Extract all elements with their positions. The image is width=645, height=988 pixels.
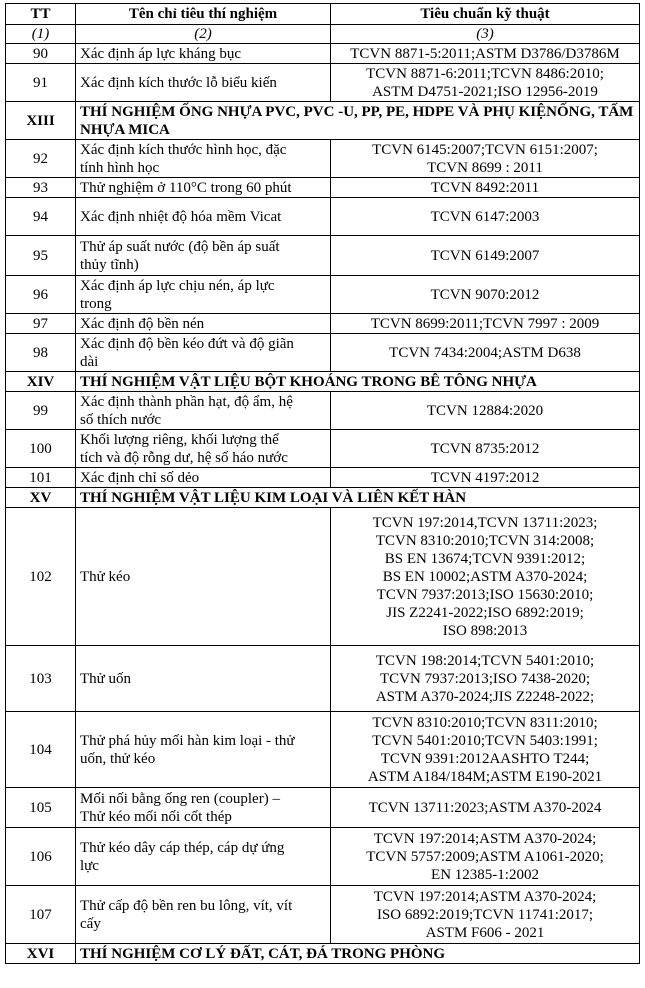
standard-spec-line: BS EN 13674;TCVN 9391:2012;	[384, 550, 586, 567]
test-name-line: Khối lượng riêng, khối lượng thể	[80, 431, 279, 448]
standard-spec	[331, 646, 640, 712]
standard-spec-line: BS EN 10002;ASTM A370-2024;	[382, 568, 588, 585]
row-number: 103	[6, 646, 76, 712]
test-name-line: Thử áp suất nước (độ bền áp suất	[80, 238, 280, 255]
test-name-line: Xác định áp lực kháng bục	[80, 45, 241, 62]
standard-spec-line: TCVN 4197:2012	[430, 469, 540, 486]
test-name	[76, 828, 331, 886]
standard-spec-line: TCVN 8871-6:2011;TCVN 8486:2010;	[366, 65, 604, 82]
row-number: 101	[6, 468, 76, 488]
standard-spec-line: TCVN 197:2014,TCVN 13711:2023;	[372, 514, 598, 531]
standard-spec	[331, 236, 640, 276]
test-name-line: uốn, thử kéo	[80, 750, 156, 767]
test-name	[76, 788, 331, 828]
test-name	[76, 314, 331, 334]
test-name	[76, 334, 331, 372]
test-name-line: Xác định độ bền nén	[80, 315, 205, 332]
standard-spec-line: TCVN 6145:2007;TCVN 6151:2007;	[372, 141, 598, 158]
standard-spec-line: TCVN 5401:2010;TCVN 5403:1991;	[372, 732, 598, 749]
standard-spec-line: TCVN 197:2014;ASTM A370-2024;	[373, 830, 597, 847]
col-number-2: (2)	[76, 25, 331, 44]
test-name-line: Thử uốn	[80, 670, 132, 687]
table-row	[6, 788, 640, 828]
test-name-line: cấy	[80, 915, 101, 932]
test-name	[76, 236, 331, 276]
table-row	[6, 886, 640, 944]
table-row	[6, 508, 640, 646]
row-number: 94	[6, 198, 76, 236]
section-number: XVI	[6, 944, 76, 964]
test-name	[76, 276, 331, 314]
test-name-line: tích và độ rỗng dư, hệ số háo nước	[80, 449, 288, 466]
table-row	[6, 314, 640, 334]
table-row	[6, 140, 640, 178]
row-number: 96	[6, 276, 76, 314]
table-row	[6, 430, 640, 468]
test-name	[76, 140, 331, 178]
section-title	[76, 102, 640, 140]
table-row	[6, 392, 640, 430]
standard-spec-line: TCVN 8871-5:2011;ASTM D3786/D3786M	[350, 45, 620, 62]
standard-spec-line: TCVN 9070:2012	[430, 286, 540, 303]
row-number: 107	[6, 886, 76, 944]
row-number: 91	[6, 64, 76, 102]
section-row	[6, 488, 640, 508]
standard-spec-line: TCVN 8310:2010;TCVN 314:2008;	[375, 532, 595, 549]
standard-spec-line: ASTM D4751-2021;ISO 12956-2019	[372, 83, 598, 100]
standard-spec-line: TCVN 197:2014;ASTM A370-2024;	[373, 888, 597, 905]
section-title-line: ỐNG, TẤM NHỰA MICA	[80, 103, 634, 138]
standard-spec	[331, 314, 640, 334]
header-tt: TT	[6, 4, 76, 25]
section-title	[76, 372, 640, 392]
test-name	[76, 712, 331, 788]
standard-spec-line: TCVN 8492:2011	[430, 179, 540, 196]
table-row	[6, 646, 640, 712]
row-number: 102	[6, 508, 76, 646]
standard-spec	[331, 334, 640, 372]
standard-spec	[331, 44, 640, 64]
section-title	[76, 488, 640, 508]
col-number-3: (3)	[331, 25, 640, 44]
standard-spec-line: ISO 6892:2019;TCVN 11741:2017;	[376, 906, 594, 923]
test-name-line: trong	[80, 295, 112, 312]
row-number: 95	[6, 236, 76, 276]
standard-spec-line: EN 12385-1:2002	[431, 866, 539, 883]
row-number: 90	[6, 44, 76, 64]
test-name-line: số thích nước	[80, 411, 162, 428]
row-number: 97	[6, 314, 76, 334]
standard-spec	[331, 64, 640, 102]
table-row	[6, 64, 640, 102]
standard-spec	[331, 276, 640, 314]
standard-spec-line: JIS Z2241-2022;ISO 6892:2019;	[386, 604, 584, 621]
standard-spec	[331, 886, 640, 944]
section-title-line: THÍ NGHIỆM ỐNG NHỰA PVC, PVC -U, PP, PE, HDPE VÀ PHỤ KIỆN	[80, 103, 557, 120]
standard-spec	[331, 712, 640, 788]
table-row	[6, 334, 640, 372]
row-number: 104	[6, 712, 76, 788]
test-name-line: Thử kéo mối nối cốt thép	[80, 808, 232, 825]
standard-spec-line: TCVN 198:2014;TCVN 5401:2010;	[375, 652, 595, 669]
header-test-name: Tên chỉ tiêu thí nghiệm	[76, 4, 331, 25]
standard-spec	[331, 828, 640, 886]
table-row	[6, 178, 640, 198]
table-row	[6, 44, 640, 64]
test-name	[76, 198, 331, 236]
test-name-line: Xác định thành phần hạt, độ ẩm, hệ	[80, 393, 293, 410]
test-name-line: Xác định áp lực chịu nén, áp lực	[80, 277, 275, 294]
standard-spec	[331, 178, 640, 198]
standard-spec-line: TCVN 12884:2020	[426, 402, 544, 419]
test-name-line: dài	[80, 353, 99, 370]
test-name-line: Xác định chỉ số dẻo	[80, 469, 200, 486]
table-row	[6, 712, 640, 788]
test-name-line: lực	[80, 857, 99, 874]
table-row	[6, 468, 640, 488]
standard-spec	[331, 788, 640, 828]
standard-spec-line: ASTM A184/184M;ASTM E190-2021	[367, 768, 603, 785]
header-row	[6, 4, 640, 25]
section-title-line: THÍ NGHIỆM VẬT LIỆU KIM LOẠI VÀ LIÊN KẾT HÀN	[80, 489, 467, 506]
section-title-line: THÍ NGHIỆM VẬT LIỆU BỘT KHOÁNG TRONG BÊ TÔNG NHỰA	[80, 373, 537, 390]
section-number: XV	[6, 488, 76, 508]
standard-spec-line: TCVN 6149:2007	[430, 247, 540, 264]
standard-spec-line: TCVN 7434:2004;ASTM D638	[389, 344, 581, 361]
standard-spec-line: TCVN 7937:2013;ISO 7438-2020;	[380, 670, 590, 687]
standard-spec	[331, 392, 640, 430]
standard-spec	[331, 508, 640, 646]
row-number: 98	[6, 334, 76, 372]
test-name	[76, 508, 331, 646]
section-number: XIII	[6, 102, 76, 140]
section-row	[6, 102, 640, 140]
test-name	[76, 468, 331, 488]
column-number-row	[6, 25, 640, 44]
row-number: 106	[6, 828, 76, 886]
row-number: 99	[6, 392, 76, 430]
standard-spec	[331, 468, 640, 488]
test-name-line: Xác định độ bền kéo đứt và độ giãn	[80, 335, 294, 352]
test-name-line: Xác định kích thước lỗ biểu kiến	[80, 74, 277, 91]
section-number: XIV	[6, 372, 76, 392]
row-number: 92	[6, 140, 76, 178]
col-number-1: (1)	[6, 25, 76, 44]
row-number: 93	[6, 178, 76, 198]
section-row	[6, 944, 640, 964]
table-row	[6, 198, 640, 236]
test-name-line: Thử phá hủy mối hàn kim loại - thử	[80, 732, 295, 749]
table-row	[6, 828, 640, 886]
test-name	[76, 886, 331, 944]
standard-spec-line: TCVN 6147:2003	[430, 208, 540, 225]
standard-spec-line: TCVN 13711:2023;ASTM A370-2024	[368, 799, 602, 816]
section-title	[76, 944, 640, 964]
test-name-line: Thử nghiệm ở 110°C trong 60 phút	[80, 179, 292, 196]
standard-spec-line: TCVN 9391:2012AASHTO T244;	[380, 750, 590, 767]
row-number: 100	[6, 430, 76, 468]
standard-spec-line: TCVN 7937:2013;ISO 15630:2010;	[376, 586, 594, 603]
test-name	[76, 64, 331, 102]
standard-spec-line: ISO 898:2013	[442, 622, 528, 639]
standard-spec-line: TCVN 8310:2010;TCVN 8311:2010;	[372, 714, 598, 731]
section-row	[6, 372, 640, 392]
test-name-line: tính hình học	[80, 159, 160, 176]
test-name-line: thủy tĩnh)	[80, 256, 139, 273]
test-name	[76, 646, 331, 712]
standard-spec-line: ASTM F606 - 2021	[425, 924, 545, 941]
test-name	[76, 178, 331, 198]
section-title-line: THÍ NGHIỆM CƠ LÝ ĐẤT, CÁT, ĐÁ TRONG PHÒNG	[80, 945, 446, 962]
test-name-line: Mối nối bằng ống ren (coupler) –	[80, 790, 280, 807]
standard-spec	[331, 430, 640, 468]
test-name	[76, 430, 331, 468]
test-name-line: Thử cấp độ bền ren bu lông, vít, vít	[80, 897, 293, 914]
header-standard: Tiêu chuẩn kỹ thuật	[331, 4, 640, 25]
standard-spec-line: TCVN 8735:2012	[430, 440, 540, 457]
table-row	[6, 276, 640, 314]
test-name	[76, 392, 331, 430]
test-name	[76, 44, 331, 64]
test-standards-table	[5, 3, 640, 964]
standard-spec-line: TCVN 5757:2009;ASTM A1061-2020;	[366, 848, 604, 865]
test-name-line: Xác định kích thước hình học, đặc	[80, 141, 287, 158]
table-row	[6, 236, 640, 276]
standard-spec	[331, 198, 640, 236]
test-name-line: Thử kéo dây cáp thép, cáp dự ứng	[80, 839, 285, 856]
standard-spec	[331, 140, 640, 178]
standard-spec-line: ASTM A370-2024;JIS Z2248-2022;	[375, 688, 595, 705]
standard-spec-line: TCVN 8699 : 2011	[427, 159, 543, 176]
test-name-line: Xác định nhiệt độ hóa mềm Vicat	[80, 208, 282, 225]
standard-spec-line: TCVN 8699:2011;TCVN 7997 : 2009	[370, 315, 600, 332]
test-name-line: Thử kéo	[80, 568, 131, 585]
row-number: 105	[6, 788, 76, 828]
